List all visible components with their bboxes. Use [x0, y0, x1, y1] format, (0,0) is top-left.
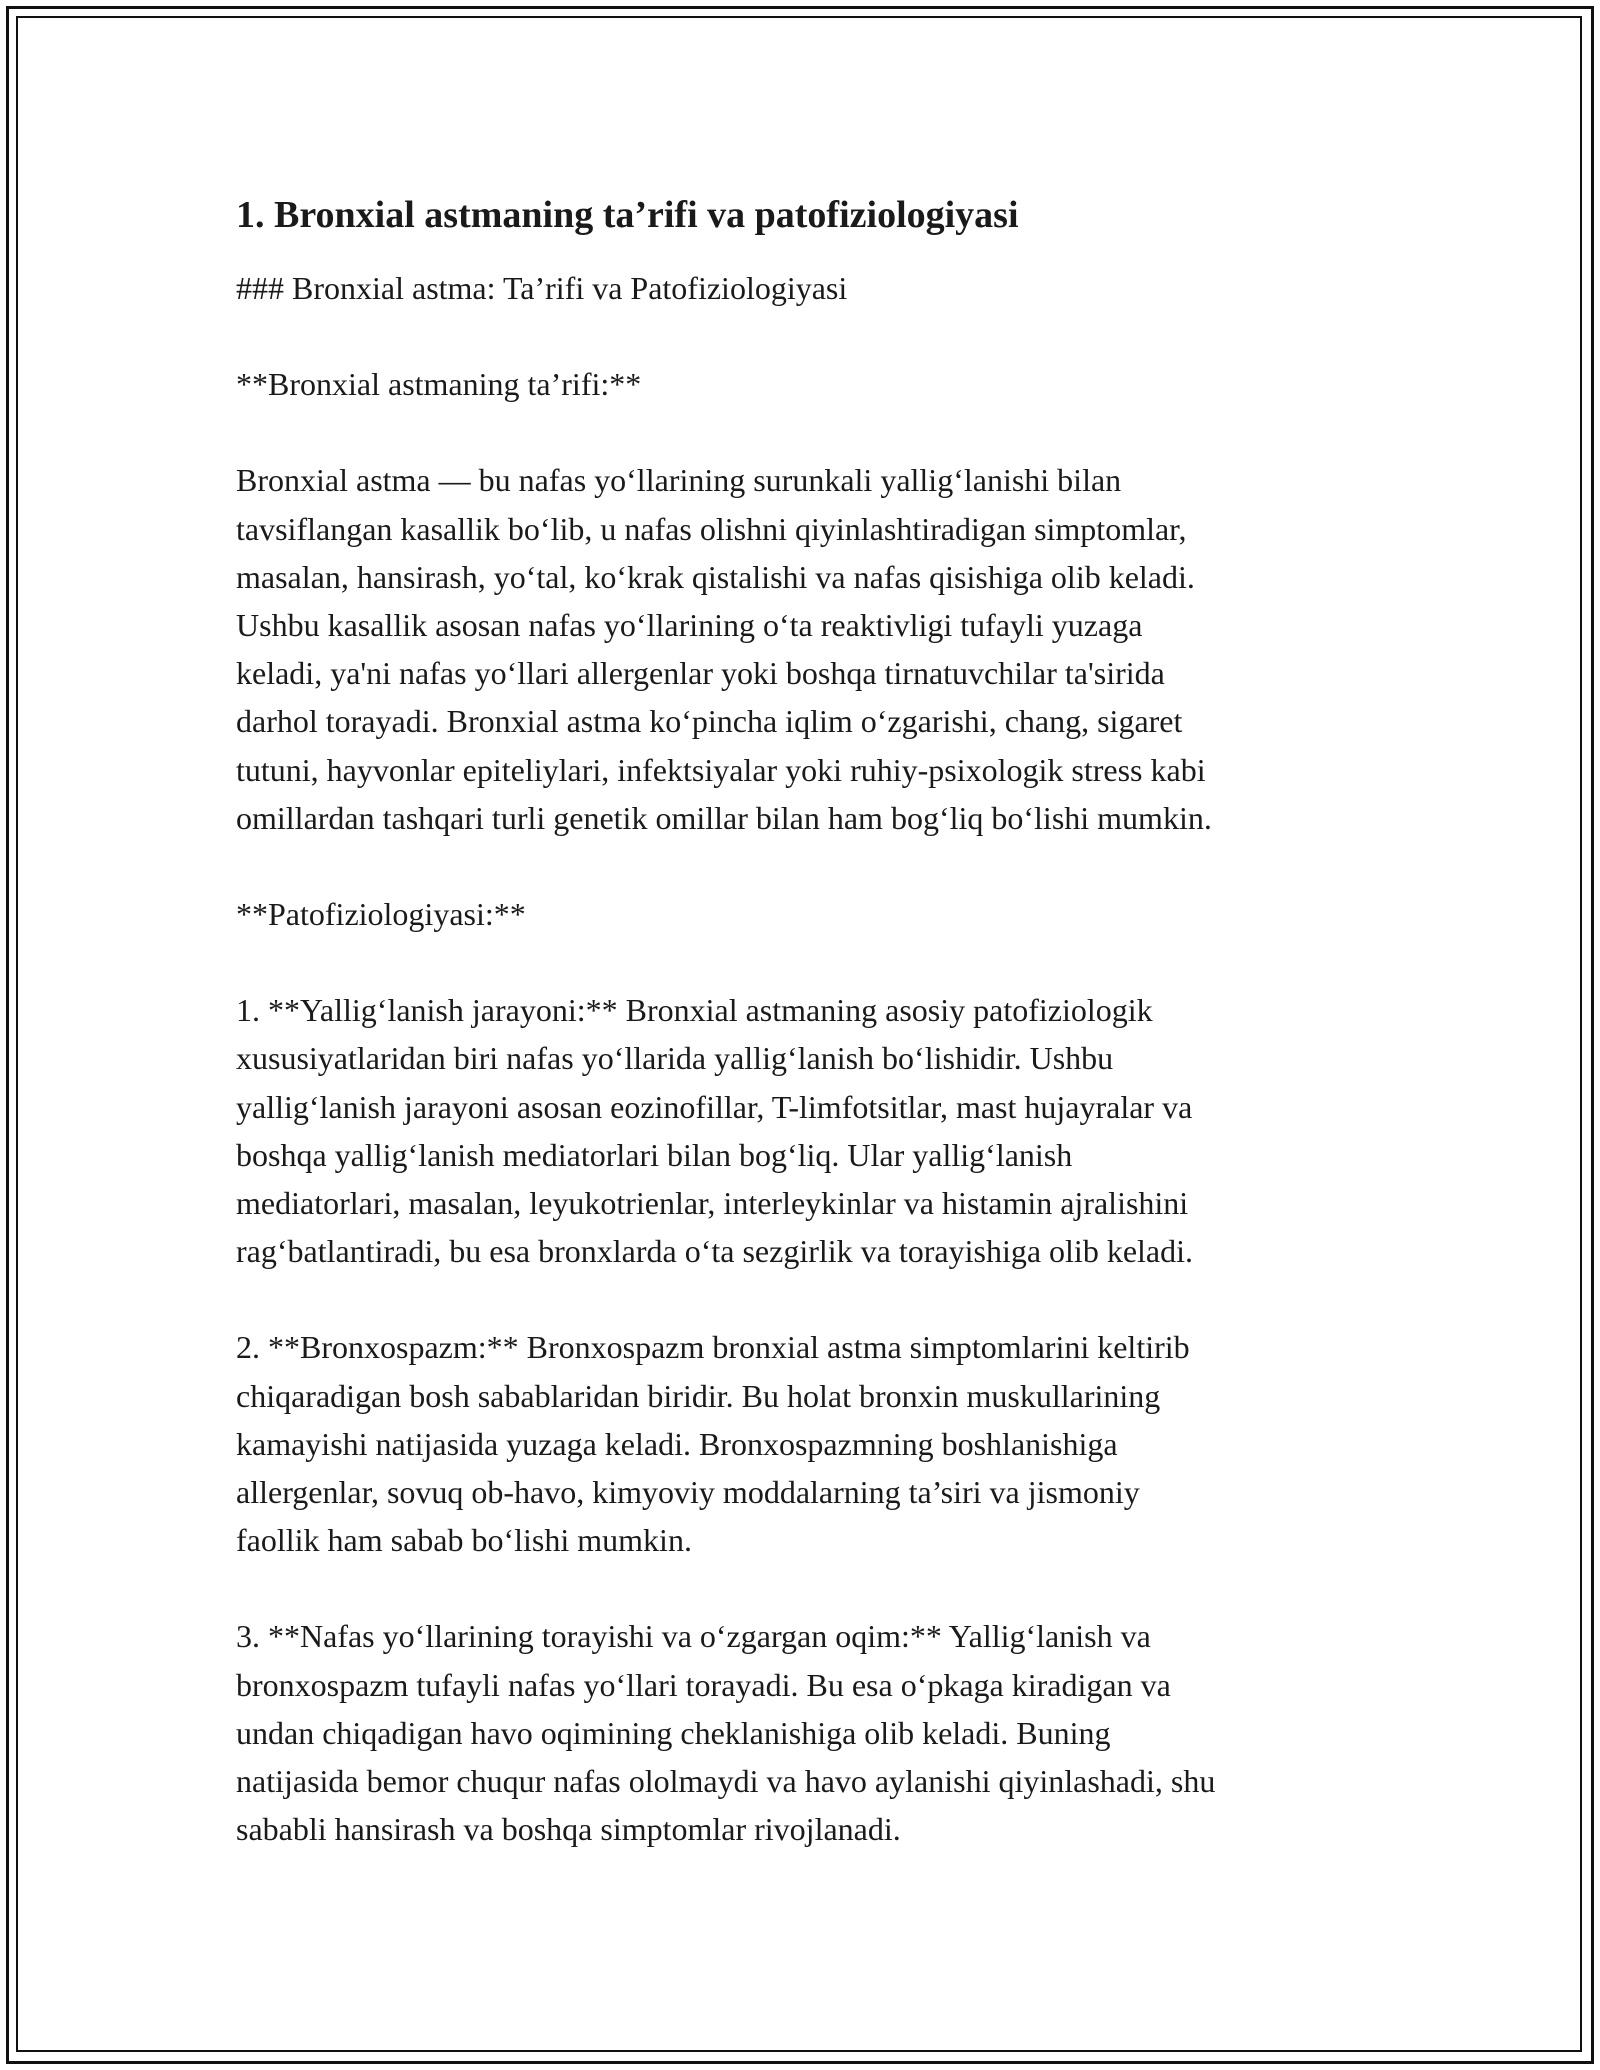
text-line: allergenlar, sovuq ob-havo, kimyoviy moddalarning ta’siri va jismoniy — [236, 1474, 1140, 1511]
text-line: boshqa yallig‘lanish mediatorlari bilan bog‘liq. Ular yallig‘lanish — [236, 1136, 1073, 1173]
text-line: mediatorlari, masalan, leyukotrienlar, interleykinlar va histamin ajralishini — [236, 1185, 1189, 1222]
text-line: Bronxial astma — bu nafas yo‘llarining surunkali yallig‘lanishi bilan — [236, 462, 1122, 499]
definition-label: **Bronxial astmaning ta’rifi:** — [236, 366, 642, 403]
text-line: 1. **Yallig‘lanish jarayoni:** Bronxial astmaning asosiy patofiziologik — [236, 992, 1153, 1029]
text-line: undan chiqadigan havo oqimining cheklanishiga olib keladi. Buning — [236, 1714, 1111, 1751]
text-line: Ushbu kasallik asosan nafas yo‘llarining o‘ta reaktivligi tufayli yuzaga — [236, 607, 1143, 644]
text-line: chiqaradigan bosh sabablaridan biridir. Bu holat bronxin muskullarining — [236, 1377, 1161, 1414]
text-line: rag‘batlantiradi, bu esa bronxlarda o‘ta sezgirlik va torayishiga olib keladi. — [236, 1233, 1193, 1270]
text-line: masalan, hansirash, yo‘tal, ko‘krak qistalishi va nafas qisishiga olib keladi. — [236, 558, 1195, 595]
text-line: bronxospazm tufayli nafas yo‘llari torayadi. Bu esa o‘pkaga kiradigan va — [236, 1666, 1171, 1703]
text-line: omillardan tashqari turli genetik omillar bilan ham bog‘liq bo‘lishi mumkin. — [236, 799, 1212, 836]
text-line: darhol torayadi. Bronxial astma ko‘pincha iqlim o‘zgarishi, chang, sigaret — [236, 703, 1183, 740]
text-line: yallig‘lanish jarayoni asosan eozinofillar, T-limfotsitlar, mast hujayralar va — [236, 1088, 1193, 1125]
list-item-inflammation — [236, 986, 1376, 1275]
subheading: ### Bronxial astma: Ta’rifi va Patofiziologiyasi — [236, 270, 848, 306]
pathophysiology-label: **Patofiziologiyasi:** — [236, 896, 526, 933]
list-item-bronchospasm — [236, 1323, 1376, 1564]
text-line: sababli hansirash va boshqa simptomlar rivojlanadi. — [236, 1811, 901, 1848]
text-line: 3. **Nafas yo‘llarining torayishi va o‘zgargan oqim:** Yallig‘lanish va — [236, 1618, 1151, 1655]
text-line: faollik ham sabab bo‘lishi mumkin. — [236, 1522, 692, 1559]
text-line: xususiyatlaridan biri nafas yo‘llarida yallig‘lanish bo‘lishidir. Ushbu — [236, 1040, 1114, 1077]
text-line: natijasida bemor chuqur nafas ololmaydi va havo aylanishi qiyinlashadi, shu — [236, 1763, 1216, 1800]
list-item-airway-narrowing — [236, 1612, 1376, 1853]
text-line: kamayishi natijasida yuzaga keladi. Bronxospazmning boshlanishiga — [236, 1425, 1118, 1462]
text-line: tavsiflangan kasallik bo‘lib, u nafas olishni qiyinlashtiradigan simptomlar, — [236, 510, 1187, 547]
text-line: tutuni, hayvonlar epiteliylari, infektsiyalar yoki ruhiy-psixologik stress kabi — [236, 751, 1206, 788]
text-line: 2. **Bronxospazm:** Bronxospazm bronxial astma simptomlarini keltirib — [236, 1329, 1190, 1366]
document-body — [236, 186, 1376, 1901]
text-line: keladi, ya'ni nafas yo‘llari allergenlar yoki boshqa tirnatuvchilar ta'sirida — [236, 655, 1165, 692]
definition-paragraph — [236, 456, 1376, 842]
document-title: 1. Bronxial astmaning ta’rifi va patofiziologiyasi — [236, 194, 1019, 236]
